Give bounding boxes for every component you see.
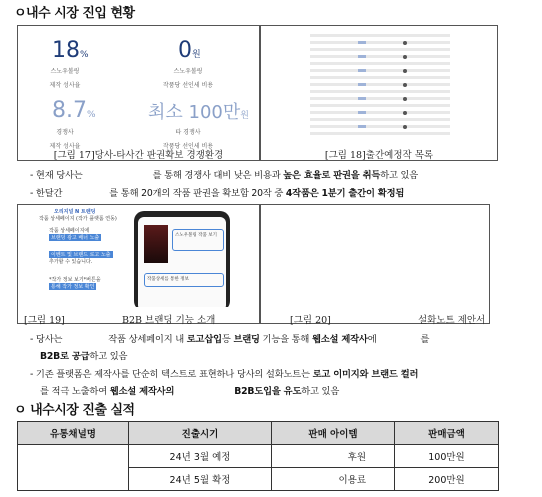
stat-sub2: 작품당 선인세 비용 <box>162 143 214 150</box>
item-cell: 이용료 <box>272 468 395 491</box>
stat-sub1: 경쟁사 <box>56 129 74 136</box>
phone-note-2b: 추가할 수 있습니다. <box>49 259 93 265</box>
bullet-line: - 현재 당사는 를 통해 경쟁사 대비 낮은 비용과 높은 효율로 판권을 취득하고 있음 <box>30 170 419 181</box>
results-table <box>17 421 499 491</box>
col-header-date: 진출시기 <box>129 422 272 445</box>
section-title-domestic-status: ㅇ내수 시장 진입 현황 <box>14 6 135 21</box>
bullet-line: - 한달간 를 통해 20개의 작품 판권을 확보함 20작 중 4작품은 1분기 출간이 확정됨 <box>30 188 405 199</box>
stat-sub2: 작품당 선인세 비용 <box>162 82 214 89</box>
item-cell: 후원 <box>272 445 395 468</box>
figure-20-caption-number: [그림 20] <box>290 315 331 326</box>
phone-screen <box>138 217 226 307</box>
book-cover-image <box>144 225 168 263</box>
phone-header: 오리지널 N 트렌딩 <box>54 209 96 215</box>
figure-20-frame <box>260 204 490 324</box>
table-header-row <box>18 422 499 445</box>
section-title-domestic-results: ㅇ 내수시장 진출 실적 <box>14 403 135 418</box>
col-header-amount: 판매금액 <box>395 422 499 445</box>
phone-note-2: 이벤트 및 브랜드 로고 노출 <box>51 252 111 258</box>
phone-header2: 작품 상세페이지 (작가 플랫폼 연동) <box>39 216 117 222</box>
table-row <box>18 445 499 468</box>
figure-19-caption-title: B2B 브랜딩 기능 소개 <box>122 315 216 326</box>
phone-device <box>134 211 230 307</box>
phone-note-3: *작가 정보 보기*버튼을 <box>49 277 101 283</box>
amount-cell: 200만원 <box>395 468 499 491</box>
phone-note-1b: 브랜딩 광고 배너 노출 <box>51 235 100 241</box>
figure-19-caption-number: [그림 19] <box>24 315 65 326</box>
figure-17-stats <box>30 30 250 150</box>
bullet-line: B2B로 공급하고 있음 <box>40 351 128 362</box>
stat-value: 8.7% <box>52 98 96 123</box>
brand-logo-strip[interactable]: 작품상세를 통한 정보 <box>144 273 224 287</box>
stat-value: 18% <box>52 38 89 63</box>
stat-sub2: 제작 성사율 <box>49 82 81 89</box>
figure-18-caption: [그림 18]출간예정작 목록 <box>324 150 434 161</box>
stat-value: 0원 <box>178 38 201 63</box>
publication-list-image <box>310 34 450 138</box>
branding-banner[interactable]: 스노우볼링 작품 보기 <box>172 229 224 251</box>
stat-sub1: 타 경쟁사 <box>175 129 201 136</box>
stat-sub2: 제작 성사율 <box>49 143 81 150</box>
figure-20-caption-title: 설화노트 제안서 <box>418 315 486 326</box>
publication-list-thumbnail <box>310 34 450 138</box>
amount-cell: 100만원 <box>395 445 499 468</box>
phone-note-3b: 통해 작가 정보 확인 <box>51 284 95 290</box>
phone-mockup <box>24 207 254 307</box>
col-header-channel: 유통채널명 <box>18 422 129 445</box>
channel-cell <box>18 445 129 491</box>
figure-17-caption: [그림 17]당사-타사간 판권확보 경쟁환경 <box>53 150 224 161</box>
phone-note-1: 작품 상세페이지에 <box>49 228 90 234</box>
date-cell: 24년 3월 예정 <box>129 445 272 468</box>
stat-value: 최소 100만원 <box>148 102 249 123</box>
stat-sub1: 스노우볼링 <box>173 68 203 75</box>
bullet-line: - 당사는 작품 상세페이지 내 로고삽입등 브랜딩 기능을 통해 웹소설 제작사에 를 <box>30 334 430 345</box>
bullet-line: 를 적극 노출하여 웹소설 제작사의 B2B도입을 유도하고 있음 <box>40 386 340 397</box>
stat-sub1: 스노우볼링 <box>50 68 80 75</box>
bullet-line: - 기존 플랫폼은 제작사를 단순히 텍스트로 표현하나 당사의 설화노트는 로고 이미지와 브랜드 컬러 <box>30 369 419 380</box>
date-cell: 24년 5월 확정 <box>129 468 272 491</box>
col-header-item: 판매 아이템 <box>272 422 395 445</box>
